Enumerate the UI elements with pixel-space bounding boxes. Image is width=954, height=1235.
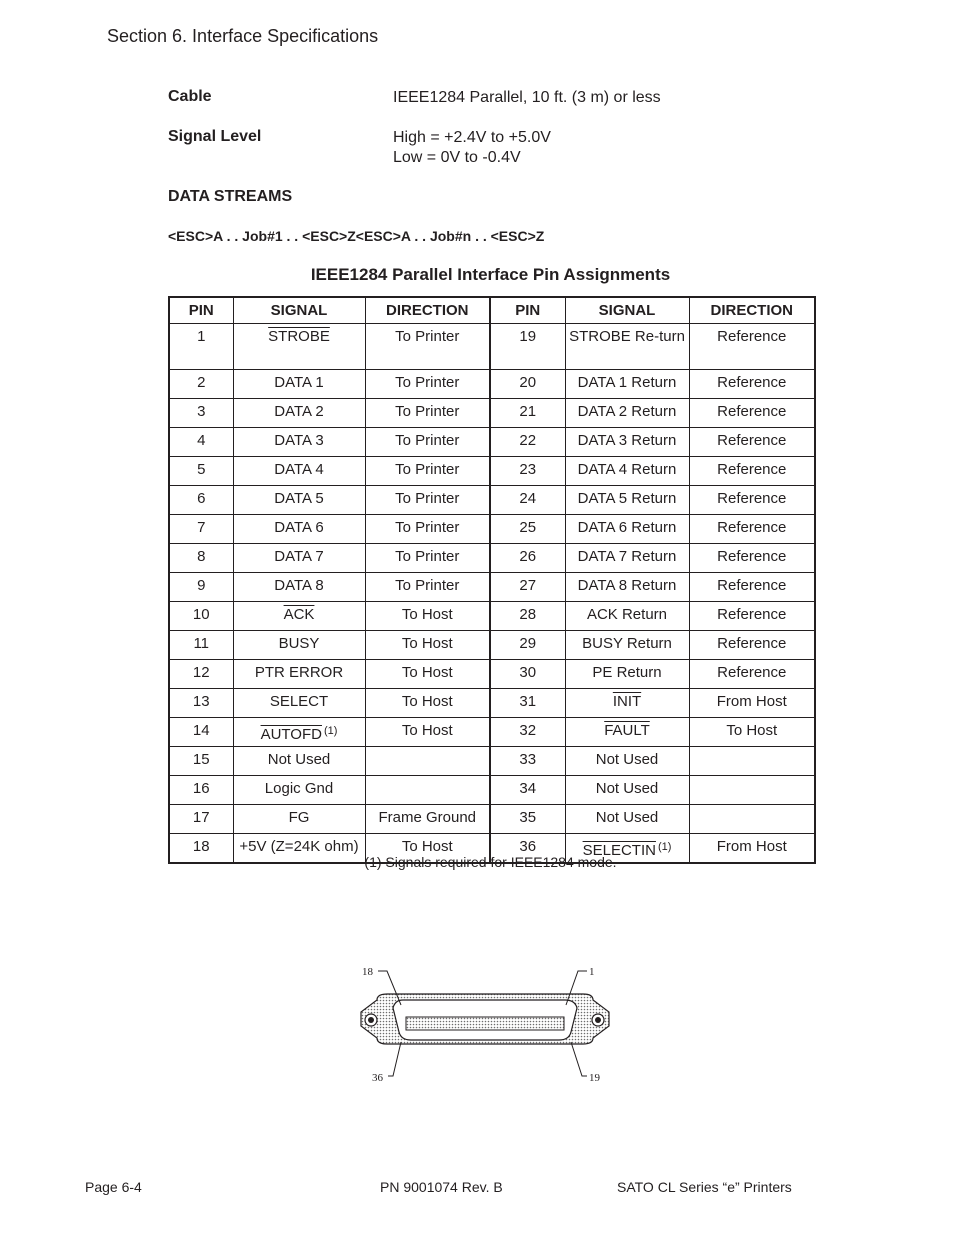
signal-cell [565,544,689,573]
signal-cell [565,689,689,718]
signal-name: DATA 7 Return [577,548,677,565]
table-row [169,428,815,457]
direction-cell: Reference [689,573,815,602]
signal-name: DATA 6 [274,519,324,536]
direction-cell: From Host [689,689,815,718]
pin-number-cell: 27 [490,573,565,602]
signal-name: PTR ERROR [254,664,344,681]
pin-number-cell: 3 [169,399,233,428]
signal-cell [565,805,689,834]
signal-name: Not Used [595,780,659,797]
footnote-marker: (1) [323,725,338,737]
pin-assignment-table [168,296,816,864]
direction-cell: Reference [689,486,815,515]
table-header-row [169,297,815,324]
right-mounting-screw-icon [592,1014,604,1026]
direction-cell [689,776,815,805]
signal-name: FAULT [604,722,650,739]
signal-name: AUTOFD [260,726,322,743]
signal-cell [565,370,689,399]
direction-cell: Frame Ground [365,805,490,834]
pin-number-cell: 32 [490,718,565,747]
signal-cell [233,324,365,370]
signal-cell [233,544,365,573]
pin-number-cell: 5 [169,457,233,486]
signal-name: DATA 3 [274,432,324,449]
signal-cell [565,515,689,544]
direction-cell: Reference [689,660,815,689]
direction-cell: To Printer [365,428,490,457]
signal-cell [233,486,365,515]
pin-number-cell: 7 [169,515,233,544]
signal-cell [233,457,365,486]
direction-cell: To Printer [365,573,490,602]
table-row [169,747,815,776]
cable-value: IEEE1284 Parallel, 10 ft. (3 m) or less [393,89,661,106]
direction-cell: To Printer [365,544,490,573]
direction-cell: Reference [689,602,815,631]
signal-name: DATA 4 Return [577,461,677,478]
footer-page-number: Page 6-4 [85,1179,142,1195]
direction-cell: To Host [365,718,490,747]
pin-number-cell: 20 [490,370,565,399]
pin-number-cell: 12 [169,660,233,689]
signal-cell [233,660,365,689]
pin-number-cell: 16 [169,776,233,805]
section-header: Section 6. Interface Specifications [107,26,379,46]
signal-name: STROBE [268,328,330,345]
pin-number-cell: 22 [490,428,565,457]
pin-number-cell: 24 [490,486,565,515]
signal-name: BUSY [278,635,320,652]
signal-level-low: Low = 0V to -0.4V [393,149,521,166]
direction-cell: To Host [365,834,490,864]
direction-cell: Reference [689,370,815,399]
signal-name: DATA 4 [274,461,324,478]
direction-cell: Reference [689,515,815,544]
signal-cell [565,486,689,515]
footer-product-name: SATO CL Series “e” Printers [617,1179,792,1195]
signal-name: Logic Gnd [264,780,334,797]
direction-cell: Reference [689,457,815,486]
signal-name: DATA 3 Return [577,432,677,449]
table-row [169,631,815,660]
signal-cell [233,573,365,602]
pin-number-cell: 26 [490,544,565,573]
table-row [169,399,815,428]
signal-name: PE Return [592,664,662,681]
pin-number-cell: 34 [490,776,565,805]
pin-number-cell: 4 [169,428,233,457]
signal-level-high: High = +2.4V to +5.0V [393,129,551,146]
direction-cell: Reference [689,399,815,428]
pin-label-1: 1 [589,966,595,978]
signal-cell [233,428,365,457]
signal-cell [565,457,689,486]
pin-number-cell: 19 [490,324,565,370]
signal-cell [233,515,365,544]
signal-name: ACK Return [586,606,668,623]
column-header-direction: DIRECTION [689,297,815,324]
signal-name: BUSY Return [582,635,672,652]
table-row [169,689,815,718]
signal-cell [233,631,365,660]
pin-number-cell: 1 [169,324,233,370]
table-row [169,486,815,515]
signal-cell [233,747,365,776]
direction-cell: To Printer [365,399,490,428]
table-row [169,776,815,805]
signal-cell [565,776,689,805]
direction-cell: To Printer [365,457,490,486]
signal-name: DATA 6 Return [577,519,677,536]
direction-cell [365,747,490,776]
signal-name: Not Used [595,809,659,826]
direction-cell: To Printer [365,515,490,544]
leader-line-pin-19 [571,1042,587,1076]
signal-cell [233,718,365,747]
signal-cell [565,631,689,660]
signal-name: +5V (Z=24K ohm) [239,838,359,855]
connector-pin-row [406,1017,564,1030]
pin-number-cell: 11 [169,631,233,660]
direction-cell: Reference [689,544,815,573]
footnote-marker: (1) [657,841,672,853]
signal-cell [565,602,689,631]
signal-cell [565,718,689,747]
column-header-signal: SIGNAL [233,297,365,324]
signal-name: DATA 2 [274,403,324,420]
signal-cell [565,660,689,689]
pin-number-cell: 28 [490,602,565,631]
signal-name: DATA 5 Return [577,490,677,507]
pin-label-19: 19 [589,1072,600,1084]
signal-cell [233,370,365,399]
centronics-connector-diagram [355,960,615,1085]
table-row [169,544,815,573]
signal-level-label: Signal Level [168,128,262,145]
table-row [169,805,815,834]
signal-cell [565,428,689,457]
left-mounting-screw-icon [365,1014,377,1026]
column-header-pin: PIN [490,297,565,324]
signal-cell [565,747,689,776]
pin-number-cell: 31 [490,689,565,718]
pin-number-cell: 29 [490,631,565,660]
signal-name: $\overline{ACK}$ [283,606,315,623]
pin-number-cell: 13 [169,689,233,718]
signal-cell [233,776,365,805]
table-body [169,324,815,864]
signal-name: DATA 2 Return [577,403,677,420]
direction-cell: To Printer [365,324,490,370]
signal-name: SELECT [269,693,329,710]
pin-number-cell: 23 [490,457,565,486]
signal-cell [565,324,689,370]
signal-name: SELECTIN [582,842,656,859]
table-row [169,602,815,631]
table-row [169,660,815,689]
signal-name: DATA 1 [274,374,324,391]
table-row [169,718,815,747]
direction-cell: Reference [689,428,815,457]
signal-name: DATA 5 [274,490,324,507]
pin-number-cell: 30 [490,660,565,689]
direction-cell: To Host [689,718,815,747]
data-streams-sequence: <ESC>A . . Job#1 . . <ESC>Z<ESC>A . . Job#n . . <ESC>Z [168,228,545,244]
direction-cell: To Host [365,602,490,631]
signal-name: DATA 1 Return [577,374,677,391]
pin-number-cell: 9 [169,573,233,602]
signal-cell [233,805,365,834]
signal-name: INIT [612,693,642,710]
pin-number-cell: 33 [490,747,565,776]
column-header-signal: SIGNAL [565,297,689,324]
pin-number-cell: 6 [169,486,233,515]
footer-part-number: PN 9001074 Rev. B [380,1179,503,1195]
signal-name: STROBE Re-turn [569,328,685,345]
pin-number-cell: 14 [169,718,233,747]
signal-name: Not Used [595,751,659,768]
direction-cell [365,776,490,805]
table-row [169,324,815,370]
signal-name: DATA 7 [274,548,324,565]
signal-name: FG [288,809,310,826]
signal-cell [233,602,365,631]
pin-number-cell: 35 [490,805,565,834]
pin-number-cell: 21 [490,399,565,428]
signal-cell [565,399,689,428]
pin-label-18: 18 [362,966,373,978]
pin-table-title: IEEE1284 Parallel Interface Pin Assignments [310,265,671,284]
pin-number-cell: 17 [169,805,233,834]
column-header-pin: PIN [169,297,233,324]
direction-cell: To Host [365,660,490,689]
pin-number-cell: 18 [169,834,233,864]
signal-cell [565,573,689,602]
table-row [169,515,815,544]
column-header-direction: DIRECTION [365,297,490,324]
pin-number-cell: 2 [169,370,233,399]
table-row [169,573,815,602]
table-row [169,457,815,486]
signal-name: Not Used [267,751,331,768]
direction-cell [689,747,815,776]
signal-name: DATA 8 Return [577,577,677,594]
signal-name: DATA 8 [274,577,324,594]
table-footnote: (1) Signals required for IEEE1284 mode. [364,854,617,870]
pin-number-cell: 36 [490,834,565,864]
table-row [169,370,815,399]
leader-line-pin-36 [388,1042,401,1076]
signal-cell [233,689,365,718]
direction-cell: From Host [689,834,815,864]
direction-cell: Reference [689,324,815,370]
signal-cell [233,399,365,428]
direction-cell: To Printer [365,370,490,399]
direction-cell: To Host [365,631,490,660]
pin-number-cell: 8 [169,544,233,573]
pin-number-cell: 15 [169,747,233,776]
direction-cell: To Printer [365,486,490,515]
pin-number-cell: 25 [490,515,565,544]
cable-label: Cable [168,88,212,105]
data-streams-title: DATA STREAMS [168,188,293,205]
pin-label-36: 36 [372,1072,383,1084]
direction-cell: To Host [365,689,490,718]
direction-cell: Reference [689,631,815,660]
direction-cell [689,805,815,834]
pin-number-cell: 10 [169,602,233,631]
